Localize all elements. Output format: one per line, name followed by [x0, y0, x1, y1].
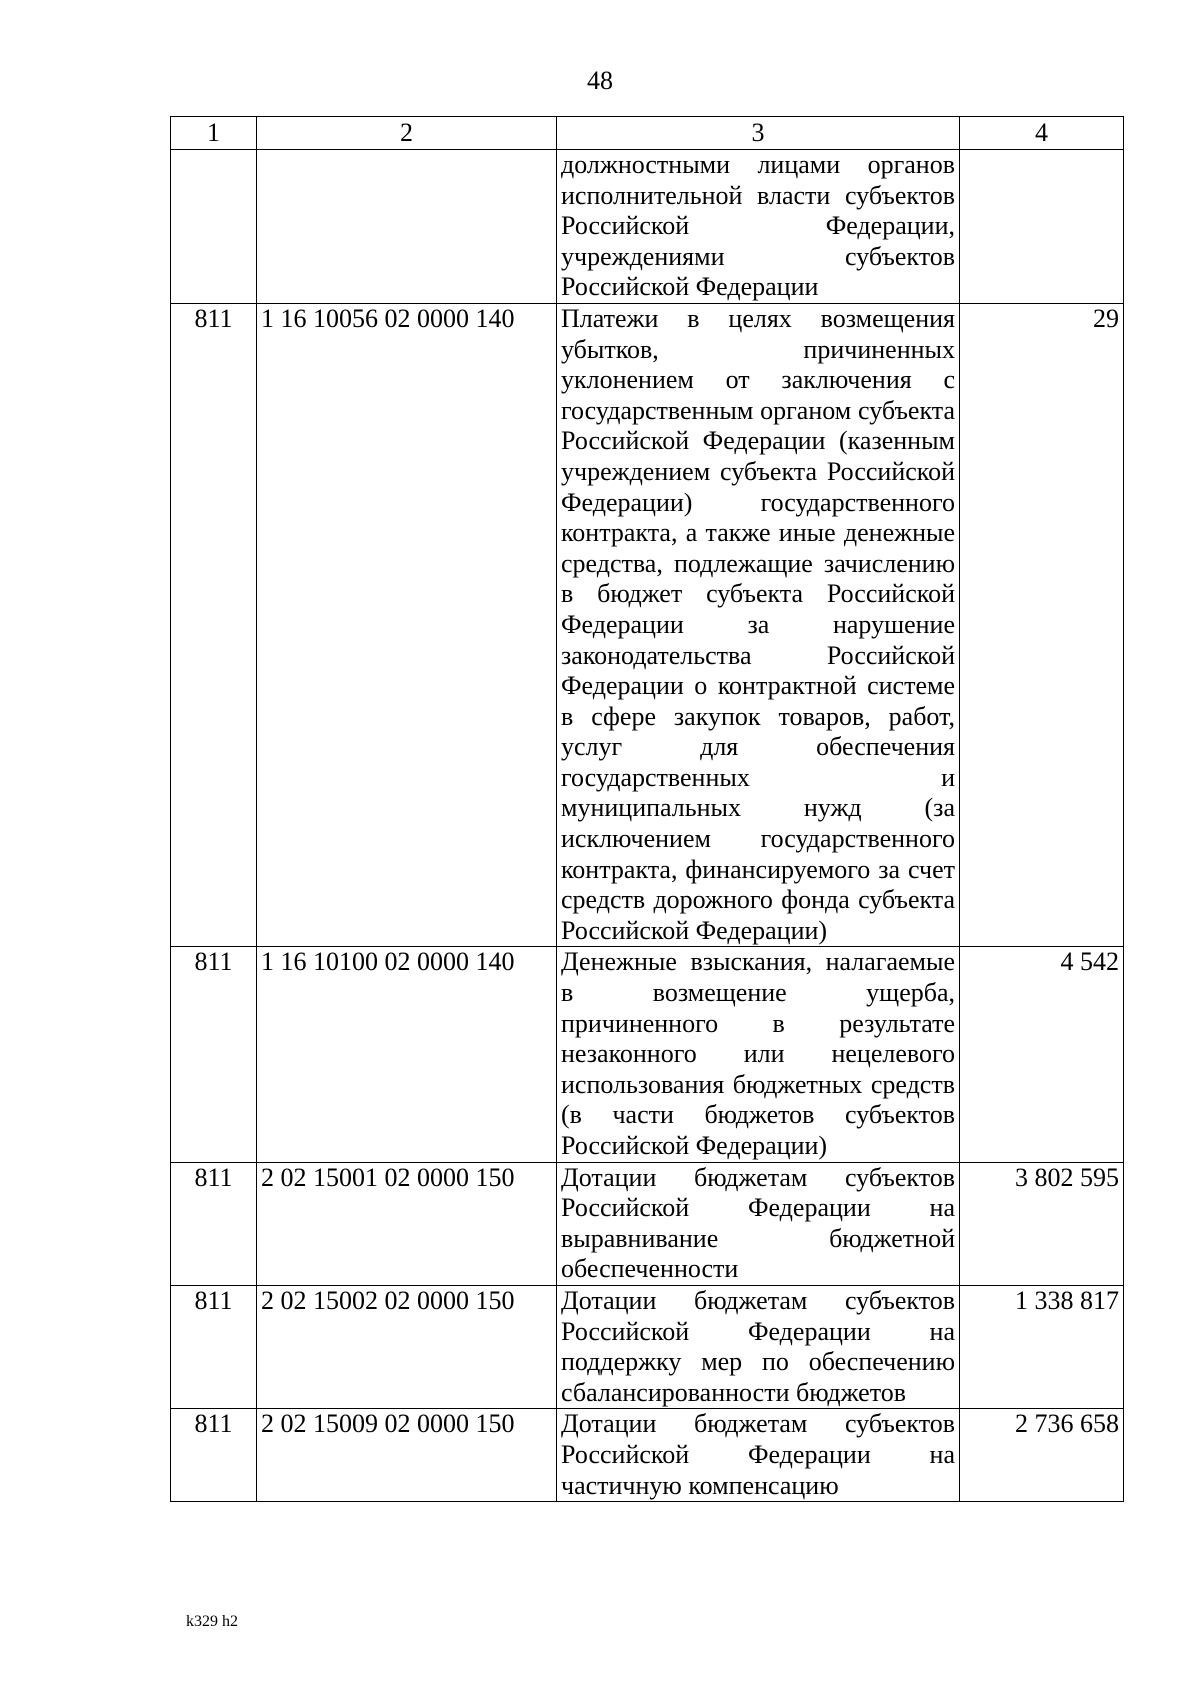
- description-cell: Дотации бюджетам субъектов Российской Федерации на поддержку мер по обеспечению сбалансированности бюджетов: [557, 1285, 960, 1408]
- budget-revenue-table: [170, 116, 1124, 1502]
- admin-code-cell: [171, 150, 257, 304]
- table-header-row: [171, 117, 1124, 150]
- description-cell: должностными лицами органов исполнительной власти субъектов Российской Федерации, учреждениями субъектов Российской Федерации: [557, 150, 960, 304]
- budget-code-cell: 2 02 15001 02 0000 150: [257, 1162, 557, 1285]
- table-row: [171, 303, 1124, 946]
- admin-code-cell: 811: [171, 947, 257, 1162]
- column-header-1: 1: [171, 117, 257, 150]
- budget-code-cell: 2 02 15002 02 0000 150: [257, 1285, 557, 1408]
- table-row: [171, 1409, 1124, 1502]
- amount-cell: 29: [960, 303, 1124, 946]
- amount-cell: 1 338 817: [960, 1285, 1124, 1408]
- admin-code-cell: 811: [171, 1409, 257, 1502]
- admin-code-cell: 811: [171, 303, 257, 946]
- budget-code-cell: [257, 150, 557, 304]
- budget-code-cell: 1 16 10056 02 0000 140: [257, 303, 557, 946]
- page-number: 48: [587, 66, 613, 95]
- column-header-2: 2: [257, 117, 557, 150]
- amount-cell: 2 736 658: [960, 1409, 1124, 1502]
- admin-code-cell: 811: [171, 1285, 257, 1408]
- table-row: [171, 1162, 1124, 1285]
- description-cell: Платежи в целях возмещения убытков, причиненных уклонением от заключения с государственным органом субъекта Российской Федерации (казенным учреждением субъекта Российской Федерации) государственного контракта, а также иные денежные средства, подлежащие зачислению в бюджет субъекта Российской Федерации за нарушение законодательства Российской Федерации о контрактной системе в сфере закупок товаров, работ, услуг для обеспечения государственных и муниципальных нужд (за исключением государственного контракта, финансируемого за счет средств дорожного фонда субъекта Российской Федерации): [557, 303, 960, 946]
- table-row: [171, 1285, 1124, 1408]
- table-row: [171, 947, 1124, 1162]
- description-cell: Дотации бюджетам субъектов Российской Федерации на частичную компенсацию: [557, 1409, 960, 1502]
- document-footer-code: k329 h2: [186, 1613, 238, 1630]
- amount-cell: [960, 150, 1124, 304]
- amount-cell: 3 802 595: [960, 1162, 1124, 1285]
- description-cell: Денежные взыскания, налагаемые в возмещение ущерба, причиненного в результате незаконного или нецелевого использования бюджетных средств (в части бюджетов субъектов Российской Федерации): [557, 947, 960, 1162]
- admin-code-cell: 811: [171, 1162, 257, 1285]
- table-row: [171, 150, 1124, 304]
- amount-cell: 4 542: [960, 947, 1124, 1162]
- budget-code-cell: 2 02 15009 02 0000 150: [257, 1409, 557, 1502]
- budget-code-cell: 1 16 10100 02 0000 140: [257, 947, 557, 1162]
- description-cell: Дотации бюджетам субъектов Российской Федерации на выравнивание бюджетной обеспеченности: [557, 1162, 960, 1285]
- column-header-4: 4: [960, 117, 1124, 150]
- column-header-3: 3: [557, 117, 960, 150]
